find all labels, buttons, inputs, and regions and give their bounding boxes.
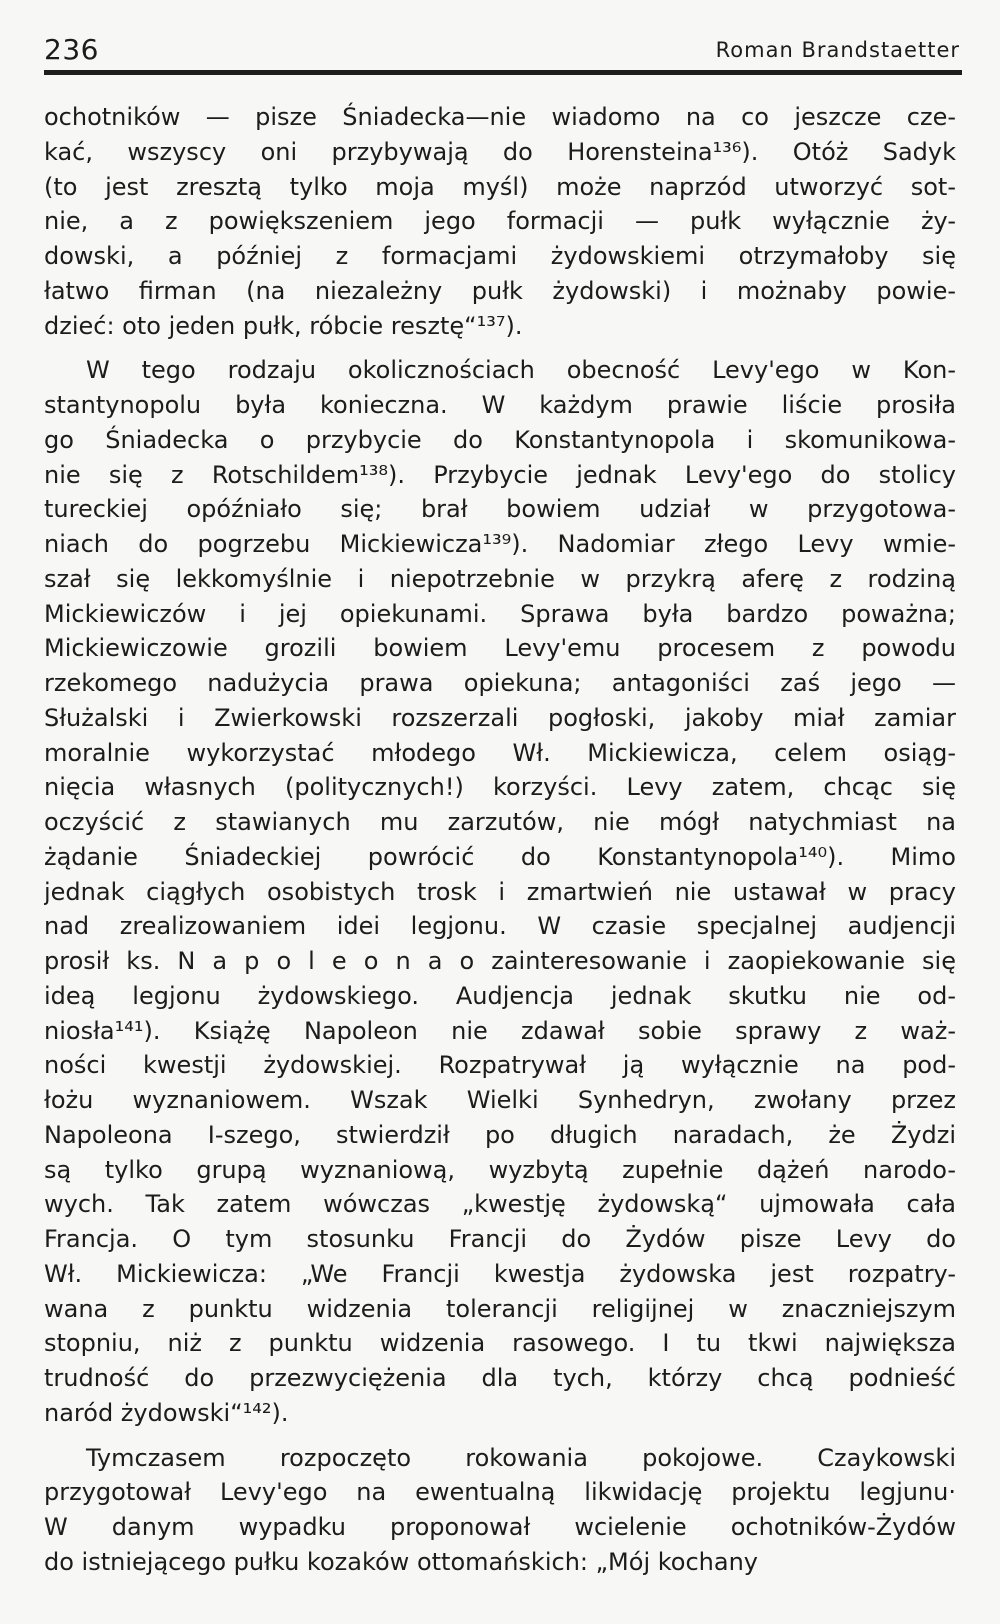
paragraph-gap (44, 1431, 956, 1441)
text-line: Tymczasem rozpoczęto rokowania pokojowe. Czaykowski (86, 1443, 956, 1472)
text-line: kać, wszyscy oni przybywają do Horensteina¹³⁶). Otóż Sadyk (44, 137, 956, 166)
text-line: nad zrealizowaniem idei legjonu. W czasie specjalnej audjencji (44, 912, 956, 941)
paragraph (44, 1441, 956, 1580)
text-line: dowski, a później z formacjami żydowskiemi otrzymałoby się (44, 242, 956, 270)
text-line: W tego rodzaju okolicznościach obecność Levy'ego w Kon- (86, 356, 956, 385)
text-line: do istniejącego pułku kozaków ottomańskich: „Mój kochany (44, 1547, 758, 1576)
text-line: Mickiewiczów i jej opiekunami. Sprawa była bardzo poważna; (44, 599, 956, 628)
text-line: przygotował Levy'ego na ewentualną likwidację projektu legjunu· (44, 1478, 956, 1507)
text-line: dzieć: oto jeden pułk, róbcie resztę“¹³⁷). (44, 311, 523, 340)
text-line: go Śniadecka o przybycie do Konstantynopola i skomunikowa- (44, 425, 956, 454)
text-line: stopniu, niż z punktu widzenia rasowego. I tu tkwi największa (44, 1329, 956, 1358)
text-line: ochotników — pisze Śniadecka—nie wiadomo na co jeszcze cze- (44, 103, 956, 131)
text-line: prosił ks. N a p o l e o n a o zainteresowanie i zaopiekowanie się (44, 947, 956, 975)
running-head: Roman Brandstaetter (715, 38, 960, 62)
text-line: jednak ciągłych osobistych trosk i zmartwień nie ustawał w pracy (44, 877, 956, 906)
text-line: naród żydowski“¹⁴²). (44, 1398, 289, 1427)
text-line: wych. Tak zatem wówczas „kwestję żydowską“ ujmowała cała (44, 1190, 956, 1219)
text-line: (to jest zresztą tylko moja myśl) może naprzód utworzyć sot- (44, 172, 956, 201)
text-line: łożu wyznaniowem. Wszak Wielki Synhedryn, zwołany przez (44, 1086, 956, 1114)
text-line: oczyścić z stawianych mu zarzutów, nie mógł natychmiast na (44, 808, 956, 836)
text-line: łatwo firman (na niezależny pułk żydowski) i możnaby powie- (44, 276, 956, 305)
text-line: tureckiej opóźniało się; brał bowiem udział w przygotowa- (44, 495, 956, 524)
page-number: 236 (44, 33, 99, 66)
body-text (44, 100, 956, 1580)
text-line: moralnie wykorzystać młodego Wł. Mickiewicza, celem osiąg- (44, 738, 956, 767)
text-line: niosła¹⁴¹). Książę Napoleon nie zdawał sobie sprawy z waż- (44, 1016, 956, 1045)
text-line: W danym wypadku proponował wcielenie ochotników-Żydów (44, 1513, 956, 1541)
text-line: są tylko grupą wyznaniową, wyzbytą zupełnie dążeń narodo- (44, 1155, 956, 1184)
text-line: nie, a z powiększeniem jego formacji — pułk wyłącznie ży- (44, 207, 956, 236)
text-line: szał się lekkomyślnie i niepotrzebnie w przykrą aferę z rodziną (44, 564, 956, 593)
text-line: stantynopolu była konieczna. W każdym prawie liście prosiła (44, 391, 956, 419)
text-line: nięcia własnych (politycznych!) korzyści. Levy zatem, chcąc się (44, 773, 956, 802)
text-line: ności kwestji żydowskiej. Rozpatrywał ją wyłącznie na pod- (44, 1051, 956, 1080)
text-line: rzekomego nadużycia prawa opiekuna; antagoniści zaś jego — (44, 669, 956, 697)
text-line: nie się z Rotschildem¹³⁸). Przybycie jednak Levy'ego do stolicy (44, 460, 956, 489)
text-line: żądanie Śniadeckiej powrócić do Konstantynopola¹⁴⁰). Mimo (44, 842, 956, 871)
header-rule (44, 70, 962, 75)
text-line: Napoleona I-szego, stwierdził po długich naradach, że Żydzi (44, 1120, 956, 1149)
text-line: ideą legjonu żydowskiego. Audjencja jednak skutku nie od- (44, 981, 956, 1010)
text-line: Wł. Mickiewicza: „We Francji kwestja żydowska jest rozpatry- (44, 1259, 956, 1288)
paragraph (44, 353, 956, 1430)
text-line: niach do pogrzebu Mickiewicza¹³⁹). Nadomiar złego Levy wmie- (44, 530, 956, 558)
paragraph (44, 100, 956, 343)
text-line: Służalski i Zwierkowski rozszerzali pogłoski, jakoby miał zamiar (44, 703, 956, 732)
text-line: Mickiewiczowie grozili bowiem Levy'emu procesem z powodu (44, 634, 956, 663)
text-line: trudność do przezwyciężenia dla tych, którzy chcą podnieść (44, 1364, 956, 1392)
paragraph-gap (44, 343, 956, 353)
text-line: wana z punktu widzenia tolerancji religijnej w znaczniejszym (44, 1294, 956, 1323)
text-line: Francja. O tym stosunku Francji do Żydów pisze Levy do (44, 1225, 956, 1253)
